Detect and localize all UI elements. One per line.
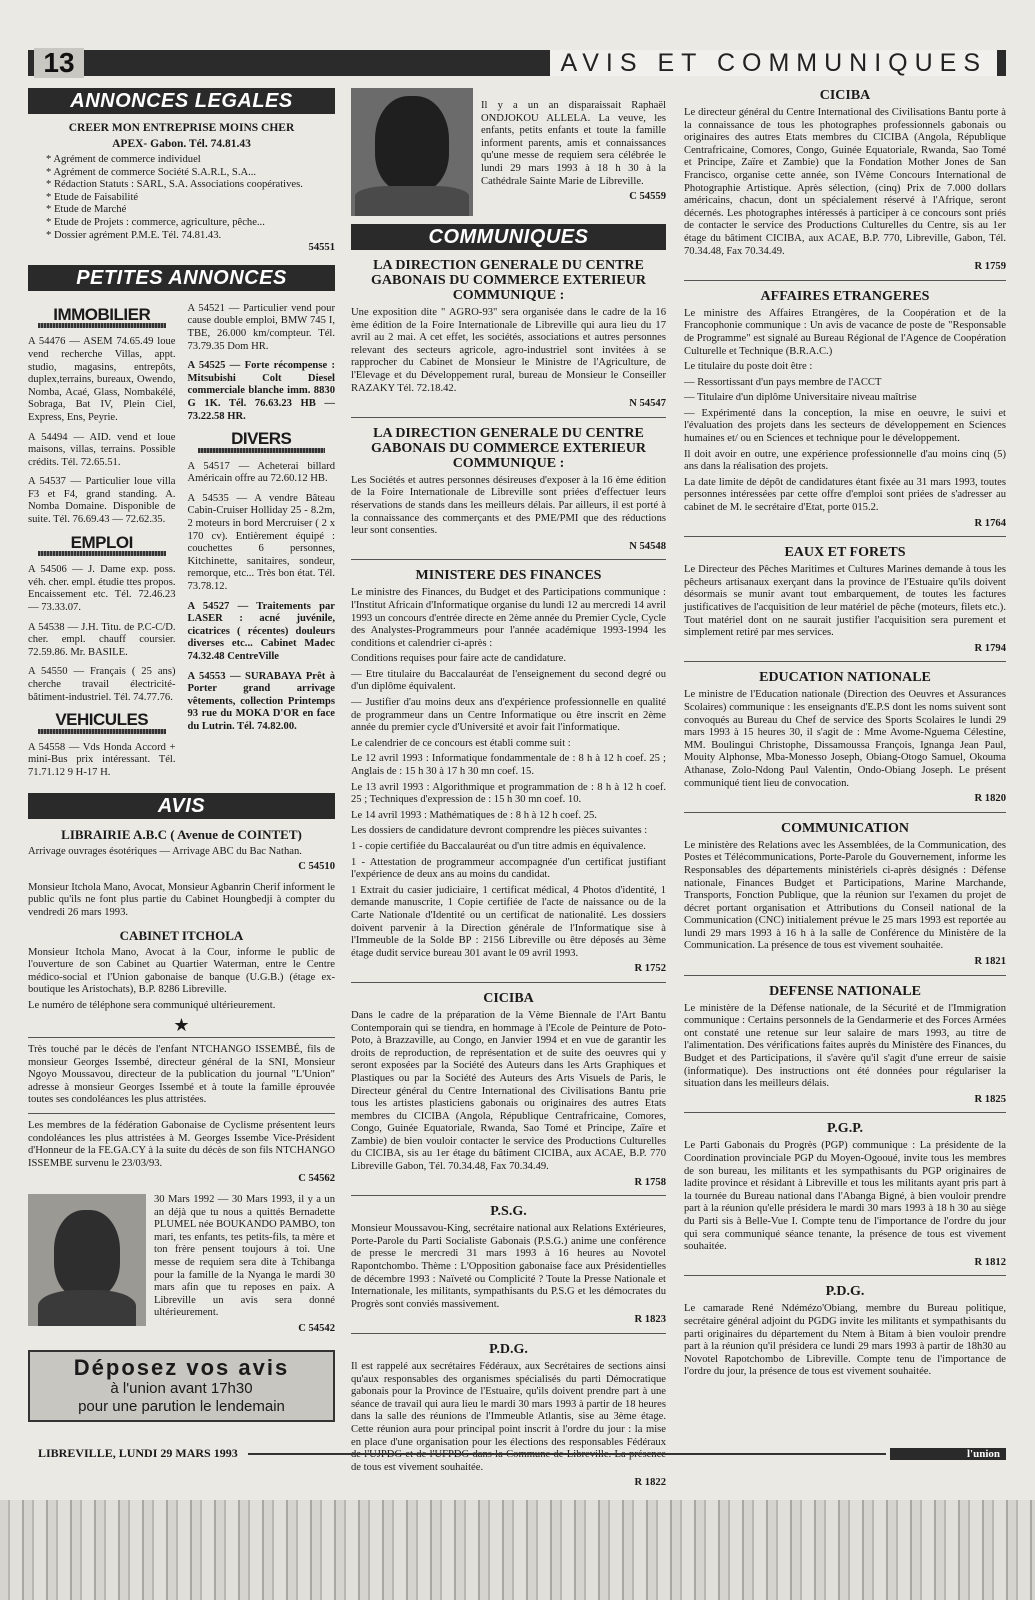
category-immobilier: IMMOBILIER xyxy=(53,304,151,324)
divider xyxy=(351,1333,666,1334)
cabinet-text: Monsieur Itchola Mano, Avocat à la Cour, informe le public de l'ouverture de son Cabinet au Quartier Waterman, entre le Centre médico-social et l'Union gabonaise de banque (U.G.B.) (étage ex-boutique les Aristochats), B.P. 8286 Libreville. xyxy=(28,946,335,996)
pdg-text: Il est rappelé aux secrétaires Fédéraux, aux Secrétaires de sections ainsi qu'aux responsables des organismes spécialisés du parti Démocratique gabonais pour la Province de l'Estuaire, qu'ils doivent prendre part à une séance de travail qui aura lieu le mardi 30 mars 1993 à partir de 18 heures dans la salle des réunions de l'Immeuble Atlantis, sise au 3ème étage. Cette réunion aura pour principal point inscrit à l'ordre du jour : la mise en place d'une organisation pour les élections des responsables Fédéraux de l'UJPDG et de l'UFPDG dans la Commune de Libreville. La présence de tous est vivement souhaitée. xyxy=(351,1361,666,1473)
section-title: AVIS ET COMMUNIQUES xyxy=(550,50,997,76)
finances-line: Les dossiers de candidature devront comprendre les pièces suivantes : xyxy=(351,825,648,837)
divider xyxy=(351,559,666,560)
ad-reference: R 1822 xyxy=(634,1477,666,1489)
communiques-band: COMMUNIQUES xyxy=(351,224,666,250)
deposez-vos-avis-box xyxy=(28,1350,335,1422)
classified-ad: A 54558 — Vds Honda Accord + mini-Bus prix intéressant. Tél. 71.71.12 9 H-17 H. xyxy=(28,741,176,778)
divider xyxy=(351,417,666,418)
ciciba-heading: CICIBA xyxy=(819,88,871,103)
finances-line: — Justifier d'au moins deux ans d'expérience professionnelle en qualité de programmeur dans un Centre Informatique ou être inscrit en 2ème année du premier cycle d'Université et avoir fait l'informatique. xyxy=(351,697,666,734)
ae-line: Le titulaire du poste doit être : xyxy=(684,361,813,373)
page-footer xyxy=(28,1446,1006,1460)
pgp-heading: P.G.P. xyxy=(827,1121,863,1137)
ae-line: Il doit avoir en outre, une expérience professionnelle d'au moins cinq (5) ans dans la réalisation des projets. xyxy=(684,448,1006,473)
category-vehicules: VEHICULES xyxy=(55,710,149,730)
pgp-text: Le Parti Gabonais du Progrès (PGP) communique : La présidente de la Coordination provinciale PGP du Moyen-Ogooué, invite tous les membres de son bureau, les militants et les sympathisants du PGP originaires de ladite province et résidant à Libreville et tous les militants ayant pris part à la tournée du Bureau national dans l'Abanga Bigné, à bien vouloir prendre part à la réunion qu'elle présidera le mardi 30 mars 1993 à 18 h 30 au siège du Parti sis à Belle-Vue I. Compte tenu de l'importance de l'ordre du jour qui sera communiqué séance tenante, la présence de tous est vivement souhaitée. xyxy=(684,1140,1006,1253)
list-item: * Agrément de commerce individuel xyxy=(46,154,201,165)
masthead-label: l'union xyxy=(890,1448,1006,1460)
itchola-notice: Monsieur Itchola Mano, Avocat, Monsieur Agbanrin Cherif informent le public qu'ils ne font plus partie du Cabinet Houngbedji à compter du vendredi 26 mars 1993. xyxy=(28,881,335,918)
ad-reference: R 1825 xyxy=(974,1093,1006,1105)
list-item: * Etude de Projets : commerce, agriculture, pêche... xyxy=(46,216,265,228)
list-item: * Etude de Marché xyxy=(46,204,127,216)
divider xyxy=(28,1037,335,1038)
ad-reference: N 54547 xyxy=(629,398,666,410)
scan-edge-noise xyxy=(0,1500,1035,1600)
ef-text: Le Directeur des Pêches Maritimes et Cultures Marines demande à tous les pêcheurs artisanaux exerçant dans la province de l'Estuaire qu'ils doivent désormais se munir avant tout embarquement, de toutes les factures justificatives de l'acquisition de leur matériel de pêche (moteurs, filets etc.). Tout matériel dont on ne saurait justifier l'acquisition sera purement et simplement retiré par mes services. xyxy=(684,564,1006,639)
education-heading: EDUCATION NATIONALE xyxy=(759,670,931,686)
dg2-text: Les Sociétés et autres personnes désireuses d'exposer à la 16 ème édition de la Foire Internationale de Libreville sont priées d'effectuer leurs réservations de stands dans les meilleurs délais. Par ailleurs, il est porté à la connaissance des commerçants et des PME/PMI que des réductions leur sont consenties. xyxy=(351,474,666,537)
ad-reference: R 1752 xyxy=(634,963,666,975)
finances-text: Le ministre des Finances, du Budget et des Participations communique : l'Institut Africain d'Informatique organise du lundi 12 au mercredi 14 avril 1993 un concours d'entrée directe en 2ème année du Premier Cycle, Cycle des Analystes-Programmeurs pour l'année académique 1993-1994 les conditions et calendrier ci-après : xyxy=(351,587,666,649)
category-rule xyxy=(198,448,326,453)
star-icon: ★ xyxy=(173,1014,190,1035)
eaux-forets-heading: EAUX ET FORETS xyxy=(784,545,906,561)
category-rule xyxy=(38,729,166,734)
dg2-heading: LA DIRECTION GENERALE DU CENTRE GABONAIS DU COMMERCE EXTERIEUR COMMUNIQUE : xyxy=(371,425,646,471)
ondjokou-notice: Il y a un an disparaissait Raphaël ONDJOKOU ALLELA. La veuve, les enfants, petits enfants et toute la famille informent parents, amis et connaissances qu'une messe de requiem sera célébrée le lundi 29 mars 1993 à 18 h 30 à la Cathédrale Sainte Marie de Libreville. xyxy=(481,100,666,187)
finances-heading: MINISTERE DES FINANCES xyxy=(415,568,602,584)
psg-heading: P.S.G. xyxy=(490,1204,527,1220)
divider xyxy=(351,1195,666,1196)
com-text: Le ministère des Relations avec les Assemblées, de la Communication, des Postes et Télécommunications, Porte-Parole du Gouvernement, informe les Responsables des départements ministériels ci-après désignés : Défense nationale, Finances Budget et Participations, Marine Marchande, Transports, Fonction Publique, que la réunion sur l'examen du projet de décret portant organisation et Attributions du Conseil national de la Communication (CNC) initialement prévue le 25 mars 1993 est reportée au lundi 29 mars 1993 à 16 h à la salle de Conférence du Ministère de la Communication. La présence de tous est vivement souhaitée. xyxy=(684,839,1006,952)
category-divers: DIVERS xyxy=(231,429,292,449)
def-text: Le ministère de la Défense nationale, de la Sécurité et de l'Immigration communique : Certains personnels de la Gendarmerie et des Forces Armées ont constaté une retenue sur leur salaire de mars 1993, au titre de l'alimentation. Des vérifications faites auprès du Ministère des Finances, du Budget et des Participations, il s'avère qu'il s'agit d'une erreur de saisie (informatique). Des instructions ont été données pour régulariser la situation dans les meilleurs délais. xyxy=(684,1002,1006,1090)
pdg-text: Le camarade René Ndémézo'Obiang, membre du Bureau politique, secrétaire général adjoint du PGDG invite les militants et sympathisants du parti originaires du département du Ntem à Bitam à bien vouloir prendre part à la réunion qu'il présidera ce lundi 29 mars 1993 à partir de 18h30 au Novotel Rapotchombo de Libreville. Compte tenu de l'importance de l'ordre du jour, la présence de tous est vivement souhaitée. xyxy=(684,1303,1006,1378)
classifieds-grid xyxy=(28,299,335,787)
finances-line: Le 12 avril 1993 : Informatique fondammentale de : 8 h à 12 h coef. 25 ; Anglais de : 15 h 30 à 17 h 30 mn coef. 15. xyxy=(351,753,666,778)
ae-line: — Expérimenté dans la conception, la mise en oeuvre, le suivi et l'évaluation des projets dans les secteurs de développement en Sciences humaines et/ ou en Sciences et technique pour le développement. xyxy=(684,407,1006,445)
ad-reference: 54551 xyxy=(308,242,335,254)
classified-ad: A 54535 — A vendre Bâteau Cabin-Cruiser Holliday 25 - 8.2m, 2 moteurs in bord Mercruiser ( 2 x 170 cv). Entièrement équipé : couchettes 6 personnes, Kitchinette, sanitaires, sondeur, remorque, etc... Très bon état. Tél. 73.78.12. xyxy=(187,492,335,593)
ciciba-text: Dans le cadre de la préparation de la Vème Biennale de l'Art Bantu Contemporain qui se tiendra, en hommage à l'Ecole de Peinture de Poto-Poto, à Brazzaville, au Congo, en Janvier 1994 et en vue de garantir les droits de reproduction, de représentation et de suite des oeuvres qui y seront exposées par la Société des Auteurs dans les Arts Graphiques et Plastiques ou par la Société des Auteurs des Arts Visuels de Paris, le Directeur général du Centre International des Civilisations Bantu prie tous les artistes plasticiens gabonais ou originaires des autres Etats membres du CICIBA (Angola, République Centrafricaine, Comores, Congo, Guinée Equatoriale, Rwanda, Sao Tomé et Principe, Zaïre et Zambie) de bien vouloir contacter le service des Productions Culturelles du CICIBA, sis au 1er étage du bâtiment CICIBA, aux ACAE, B.P. 770 Libreville Gabon, Tél. 70.34.48, Fax 70.34.49. xyxy=(351,1009,666,1173)
classified-ad: A 54517 — Acheterai billard Américain offre au 72.60.12 HB. xyxy=(187,460,335,485)
ad-reference: R 1820 xyxy=(974,793,1006,805)
psg-text: Monsieur Moussavou-King, secrétaire national aux Relations Extérieures, Porte-Parole du Parti Socialiste Gabonais (P.S.G.) anime une conférence de presse le mercredi 31 mars 1993 à 16 heures au Novotel Rapontchombo. Thème : L'Opposition gabonaise face aux Présidentielles de décembre 1993 : Naïveté ou Complicité ? Toute la Presse Nationale et Internationale, les militants, sympathisants du P.S.G et les démocrates du Progrès sont conviés massivement. xyxy=(351,1223,666,1310)
pdg-heading: P.D.G. xyxy=(825,1284,865,1300)
list-item: * Rédaction Statuts : SARL, S.A. Associations coopératives. xyxy=(46,179,303,191)
divider xyxy=(684,975,1006,976)
ae-line: La date limite de dépôt de candidatures étant fixée au 31 mars 1993, toutes personnes intéressées par cette offre d'emploi sont priées de s'adresser au cabinet de M. le secrétaire d'Etat, porte 015.2. xyxy=(684,476,1006,514)
ad-reference: N 54548 xyxy=(629,540,666,552)
affaires-etrangeres-heading: AFFAIRES ETRANGERES xyxy=(760,288,930,304)
classified-ad: A 54553 — SURABAYA Prêt à Porter grand arrivage vêtements, collection Printemps 93 rue du MOKA D'OR en face du Lutrin. Tél. 74.82.00. xyxy=(187,670,335,732)
creer-list xyxy=(28,154,335,242)
depot-line: à l'union avant 17h30 xyxy=(110,1379,253,1397)
librairie-text: Arrivage ouvrages ésotériques — Arrivage ABC du Bac Nathan. xyxy=(28,845,302,857)
classified-ad: A 54525 — Forte récompense : Mitsubishi Colt Diesel commerciale blanche imm. 8830 G 1K. Tél. 76.63.23 HB — 73.22.58 HR. xyxy=(187,360,335,422)
finances-line: 1 - copie certifiée du Baccalauréat ou d'un titre admis en équivalence. xyxy=(351,841,646,852)
creer-subheading: APEX- Gabon. Tél. 74.81.43 xyxy=(112,138,251,150)
ondjokou-block xyxy=(351,88,666,216)
ad-reference: R 1794 xyxy=(974,642,1006,654)
pdg-heading: P.D.G. xyxy=(489,1342,528,1357)
dateline: LIBREVILLE, LUNDI 29 MARS 1993 xyxy=(38,1446,238,1460)
ad-reference: C 54559 xyxy=(629,191,666,203)
depot-title: Déposez vos avis xyxy=(73,1354,290,1380)
classifieds-right xyxy=(188,299,336,787)
ae-line: — Titulaire d'un diplôme Universitaire niveau maîtrise xyxy=(684,392,917,404)
classified-ad: A 54476 — ASEM 74.65.49 loue vend recherche Villas, appt. studio, magasins, entrepôts, duplex,terrains, bureaux, Owendo, Nomba, Acaé, Glass, Nombakélé, Sobraga, Bat IV, Plein Ciel, Express, Ens, Peyrie. xyxy=(28,336,176,423)
classified-ad: A 54537 — Particulier loue villa F3 et F4, grand standing. A. Nomba Domaine. Disponible de suite. Tél. 76.69.43 — 72.62.35. xyxy=(28,476,176,526)
dg1-heading: LA DIRECTION GENERALE DU CENTRE GABONAIS DU COMMERCE EXTERIEUR COMMUNIQUE : xyxy=(371,258,646,303)
page-number: 13 xyxy=(34,48,84,78)
classified-ad: A 54527 — Traitements par LASER : acné juvénile, cicatrices ( récentes) douleurs diverses etc... Cabinet Madec 74.32.48 CentreVille xyxy=(187,600,335,662)
classified-ad: A 54506 — J. Dame exp. poss. véh. cher. empl. étudie ttes propos. Encaissement etc. Tél. 72.46.23 — 73.33.07. xyxy=(28,564,176,614)
divider xyxy=(28,1113,335,1114)
ae-text: Le ministre des Affaires Etrangères, de la Coopération et de la Francophonie communique : Un avis de vacance de poste de "Responsable de Programme" est signalé au Bureau Régional de l'Agence de Coopération Culturelle et Technique (B.R.A.C.) xyxy=(684,307,1006,357)
list-item: * Etude de Faisabilité xyxy=(46,191,139,203)
divider xyxy=(684,280,1006,281)
finances-line: Le 13 avril 1993 : Algorithmique et programmation de : 8 h à 12 h coef. 25 ; Techniques d'expression de : 15 h 30 mn coef. 10. xyxy=(351,781,666,806)
ad-reference: R 1759 xyxy=(974,261,1006,273)
plumel-text-wrap xyxy=(154,1194,335,1340)
ciciba-text: Le directeur général du Centre International des Civilisations Bantu porte à la connaissance de tous les photographes professionnels gabonais ou originaires des autres Etats membres du CICIBA (Angola, République Centrafricaine, Comores, Congo, Guinée Equatoriale, Rwanda, Sao Tomé et Principe, Zaïre et Zambie) que la Fondation Mother Jones de San Francisco, organise cette année, son IVème Concours International de Photographie Artistique. Après sélection, (cinq) Prix de 7.000 dollars américains, chacun, dont un spécialement réservé à l'Afrique, seront décernés. Les photographes intéressés à participer à ce concours sont priés de contacter le service des Productions Culturelles du Centre, sis au 1er étage du bâtiment CICIBA, aux ACAE, B.P. 770, Libreville, Gabon, Tél. 70.34.48, Fax 70.34.49. xyxy=(684,107,1006,257)
petites-annonces-band: PETITES ANNONCES xyxy=(28,265,335,291)
divider xyxy=(684,812,1006,813)
ad-reference: C 54562 xyxy=(298,1173,335,1185)
ad-reference: R 1821 xyxy=(974,956,1006,968)
librairie-heading: LIBRAIRIE A.B.C ( Avenue de COINTET) xyxy=(61,826,302,842)
ad-reference: C 54510 xyxy=(298,861,335,873)
column-left xyxy=(28,88,335,1422)
finances-line: 1 - Attestation de programmeur accompagnée d'un certificat justifiant l'expérience de deux ans au moins du candidat. xyxy=(351,856,666,881)
divider xyxy=(684,661,1006,662)
ae-line: — Ressortissant d'un pays membre de l'ACCT xyxy=(684,376,882,388)
cyclisme-notice: Les membres de la fédération Gabonaise de Cyclisme présentent leurs condoléances les plus attristées à M. Georges Issembe Vice-Président d'Honneur de la FE.GA.CY à la suite du décès de son fils NTCHANGO ISSEMBE survenu le 23/03/93. xyxy=(28,1120,335,1169)
cabinet-text-2: Le numéro de téléphone sera communiqué ultérieurement. xyxy=(28,999,276,1011)
list-item: * Dossier agrément P.M.E. Tél. 74.81.43. xyxy=(46,229,222,241)
ciciba-heading: CICIBA xyxy=(483,990,534,1006)
category-emploi: EMPLOI xyxy=(70,532,133,552)
edu-text: Le ministre de l'Education nationale (Direction des Oeuvres et Assurances Scolaires) communique : les enseignants d'E.P.S dont les noms suivent sont convoqués au Bureau du Chef de service des Sports Scolaires le lundi 29 mars 1993 à 15 heures 30, il s'agit de : Mme Avome-Nguema Célestine, MM. Boulingui Christophe, Dissamoussa François, Ignanga Jean Paul, Mouity Alphonse, Mba-Monesso Joseph, Obiang-Otogo Samuel, Okouma Athanase, Zolo-Ndong Paul Valentin, Ondo-Obiang Joseph. Le présent communiqué tient lieu de convocation. xyxy=(684,689,1006,789)
ad-reference: C 54542 xyxy=(298,1322,335,1334)
finances-line: Le 14 avril 1993 : Mathématiques de : 8 h à 12 h coef. 25. xyxy=(351,809,597,821)
divider xyxy=(351,982,666,983)
classified-ad: A 54494 — AID. vend et loue maisons, villas, terrains. Possible crédits. Tél. 72.65.51. xyxy=(28,431,176,468)
footer-rule xyxy=(248,1453,886,1455)
finances-line: 1 Extrait du casier judiciaire, 1 certificat médical, 4 Photos d'identité, 1 demande manuscrite, 1 Copie certifiée de l'acte de naissance ou de la Carte Nationale d'Identité ou un certificat de nationalité. Les dossiers doivent parvenir à la Direction générale de l'Informatique sise à l'Immeuble de la Solde BP : 2156 Libreville ou être déposés au 3ème étage dudit service bureau 301 avant le 09 avril 1993. xyxy=(351,884,666,959)
communication-heading: COMMUNICATION xyxy=(780,820,910,836)
list-item: * Agrément de commerce Société S.A.R.L, S.A... xyxy=(46,166,257,178)
category-rule xyxy=(38,551,166,556)
ondjokou-text-wrap xyxy=(481,100,666,216)
creer-heading: CREER MON ENTREPRISE MOINS CHER xyxy=(68,122,295,134)
plumel-block xyxy=(28,1194,335,1340)
divider xyxy=(684,1275,1006,1276)
finances-line: Le calendrier de ce concours est établi comme suit : xyxy=(351,737,571,749)
depot-line: pour une parution le lendemain xyxy=(78,1397,285,1415)
annonces-legales-band: ANNONCES LEGALES xyxy=(28,88,335,114)
finances-line: — Etre titulaire du Baccalauréat de l'enseignement du second degré ou d'un diplôme équivalent. xyxy=(351,668,666,693)
ad-reference: R 1823 xyxy=(634,1314,666,1326)
finances-line: Conditions requises pour faire acte de candidature. xyxy=(351,653,567,665)
divider xyxy=(684,536,1006,537)
category-rule xyxy=(38,323,166,328)
plumel-notice: 30 Mars 1992 — 30 Mars 1993, il y a un an déjà que tu nous a quittés Bernadette PLUMEL née BOUKANDO PAMBO, ton mari, tes enfants, tes petits-fils, ta mère et ton frère pensent toujours à toi. Une messe de requiem sera dite à Tchibanga pour la famille de la Nyanga le mardi 30 mars afin que tu reposes en paix. A Libreville un avis sera donné ultérieurement. xyxy=(154,1194,335,1319)
deces-notice: Très touché par le décès de l'enfant NTCHANGO ISSEMBÉ, fils de monsieur Georges Issembé, directeur général de la SNI, Monsieur Ngoyo Moussavou, directeur de la publication du journal "L'Union" adresse à monsieur Georges Issembé et à toute la famille éprouvée toutes ses condoléances les plus attristées. xyxy=(28,1044,335,1106)
dg1-text: Une exposition dite " AGRO-93" sera organisée dans le cadre de la 16 ème édition de la Foire Internationale de Libreville qui aura lieu du 17 avril au 2 mai. A cet effet, les sociétés, associations et autres personnes relevant des secteurs agricole, agro-industriel sont invitées à se rapprocher du Cabinet de Monsieur le Ministre de l'Agriculture, de l'Elevage et du Développement rural, bureau de Monsieur le Conseiller RAZAKY Tél. 72.18.42. xyxy=(351,307,666,394)
divider xyxy=(684,1112,1006,1113)
portrait-photo-plumel xyxy=(28,1194,146,1326)
column-right xyxy=(684,88,1006,1382)
classifieds-left xyxy=(28,299,176,787)
classified-ad: A 54550 — Français ( 25 ans) cherche travail électricité-bâtiment-industriel. Tél. 74.77.76. xyxy=(28,666,176,703)
ad-reference: R 1758 xyxy=(634,1176,666,1188)
portrait-photo-ondjokou xyxy=(351,88,473,216)
cabinet-heading: CABINET ITCHOLA xyxy=(119,927,244,943)
ad-reference: R 1812 xyxy=(974,1256,1006,1268)
classified-ad: A 54538 — J.H. Titu. de P.C-C/D. cher. empl. chauff coursier. 72.59.86. Mr. BASILE. xyxy=(28,621,176,658)
column-middle xyxy=(351,88,666,1494)
classified-ad: A 54521 — Particulier vend pour cause double emploi, BMW 745 I, TBE, 26.000 km/compteur. Tél. 73.79.35 Dom HR. xyxy=(187,302,335,352)
defense-heading: DEFENSE NATIONALE xyxy=(769,983,921,999)
ad-reference: R 1764 xyxy=(974,517,1006,529)
avis-band: AVIS xyxy=(28,793,335,819)
